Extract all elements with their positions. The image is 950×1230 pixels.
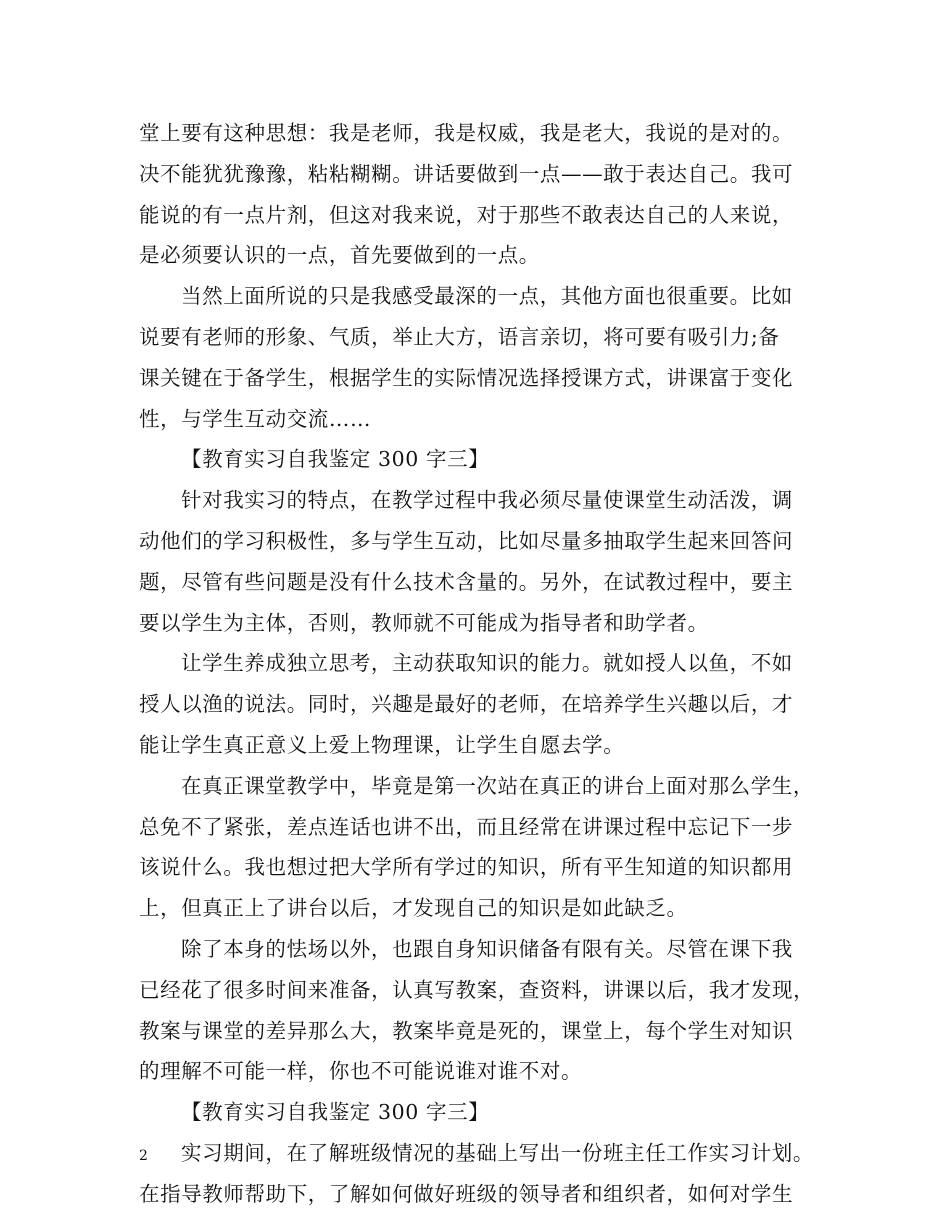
text-line: 说要有老师的形象、气质，举止大方，语言亲切，将可要有吸引力;备 <box>139 324 780 349</box>
text-line: 让学生养成独立思考，主动获取知识的能力。就如授人以鱼，不如 <box>181 651 793 676</box>
text-line: 授人以渔的说法。同时，兴趣是最好的老师，在培养学生兴趣以后，才 <box>139 692 794 717</box>
text-line: 当然上面所说的只是我感受最深的一点，其他方面也很重要。比如 <box>181 284 793 309</box>
text-line: 动他们的学习积极性，多与学生互动，比如尽量多抽取学生起来回答问 <box>139 528 794 553</box>
text-line: 总免不了紧张，差点连话也讲不出，而且经常在讲课过程中忘记下一步 <box>139 814 794 839</box>
text-line: 性，与学生互动交流…… <box>139 406 372 431</box>
text-line: 的理解不可能一样，你也不可能说谁对谁不对。 <box>139 1059 583 1084</box>
text-line: 课关键在于备学生，根据学生的实际情况选择授课方式，讲课富于变化 <box>139 365 794 390</box>
text-line: 决不能犹犹豫豫，粘粘糊糊。讲话要做到一点——敢于表达自己。我可 <box>139 161 794 186</box>
text-line: 除了本身的怯场以外，也跟自身知识储备有限有关。尽管在课下我 <box>181 936 793 961</box>
text-line: 上，但真正上了讲台以后，才发现自己的知识是如此缺乏。 <box>139 896 688 921</box>
text-line: 【教育实习自我鉴定 300 字三】 <box>181 1100 490 1125</box>
text-line: 在真正课堂教学中，毕竟是第一次站在真正的讲台上面对那么学生， <box>181 773 814 798</box>
text-line: 已经花了很多时间来准备，认真写教案，查资料，讲课以后，我才发现， <box>139 977 815 1002</box>
text-line: 能让学生真正意义上爱上物理课，让学生自愿去学。 <box>139 732 625 757</box>
text-line: 堂上要有这种思想：我是老师，我是权威，我是老大，我说的是对的。 <box>139 121 794 145</box>
text-line: 该说什么。我也想过把大学所有学过的知识，所有平生知道的知识都用 <box>139 855 794 880</box>
text-line: 【教育实习自我鉴定 300 字三】 <box>181 447 490 472</box>
text-line: 是必须要认识的一点，首先要做到的一点。 <box>139 243 540 268</box>
text-line: 针对我实习的特点，在教学过程中我必须尽量使课堂生动活泼，调 <box>181 488 793 513</box>
text-line: 题，尽管有些问题是没有什么技术含量的。另外，在试教过程中，要主 <box>139 569 794 594</box>
page-number: 2 <box>139 1148 148 1164</box>
text-line: 教案与课堂的差异那么大，教案毕竟是死的，课堂上，每个学生对知识 <box>139 1018 794 1043</box>
text-line: 在指导教师帮助下，了解如何做好班级的领导者和组织者，如何对学生 <box>139 1181 794 1206</box>
document-body <box>139 113 829 1215</box>
text-line: 实习期间，在了解班级情况的基础上写出一份班主任工作实习计划。 <box>181 1140 814 1165</box>
text-line: 能说的有一点片剂，但这对我来说，对于那些不敢表达自己的人来说， <box>139 202 794 227</box>
text-line: 要以学生为主体，否则，教师就不可能成为指导者和助学者。 <box>139 610 709 635</box>
